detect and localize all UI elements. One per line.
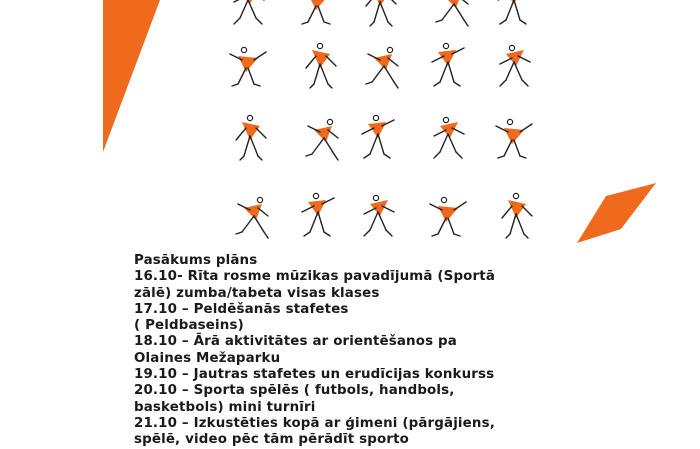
event-plan xyxy=(134,253,494,449)
plan-line: 19.10 – Jautras stafetes un erudīcijas konkurss xyxy=(134,367,495,383)
sport-figures-grid xyxy=(210,0,550,250)
juggling-balls-figure-icon xyxy=(486,190,540,244)
walking-figure-icon xyxy=(220,190,274,244)
bending-figure-icon xyxy=(486,112,540,166)
running-figure-icon xyxy=(220,40,274,94)
plan-line: 20.10 – Sporta spēlēs ( futbols, handbols, xyxy=(134,383,455,399)
juggling-figure-icon xyxy=(420,40,474,94)
standing-figure-icon xyxy=(350,0,404,32)
waving-figure-icon xyxy=(486,0,540,32)
plan-line: zālē) zumba/tabeta visas klases xyxy=(134,285,380,301)
plan-line: ( Peldbaseins) xyxy=(134,318,244,334)
sprinting-figure-icon xyxy=(290,112,344,166)
plan-line: basketbols) mini turnīri xyxy=(134,399,316,415)
dancing-figure-icon xyxy=(220,0,274,32)
group-dance-figure-icon xyxy=(220,112,274,166)
soccer-figure-icon xyxy=(420,190,474,244)
ball-catch-figure-icon xyxy=(486,40,540,94)
plan-line: 18.10 – Ārā aktivitātes ar orientēšanos pa xyxy=(134,334,457,350)
plan-title: Pasākums plāns xyxy=(134,253,258,268)
plan-line: 16.10- Rīta rosme mūzikas pavadījumā (Sportā xyxy=(134,269,496,285)
plan-line: spēlē, video pēc tām pērādīt sporto xyxy=(134,432,409,448)
climbing-figure-icon xyxy=(420,112,474,166)
skiing-figure-icon xyxy=(290,190,344,244)
jumping-figure-icon xyxy=(290,0,344,32)
plan-line: 17.10 – Peldēšanās stafetes xyxy=(134,301,349,317)
plan-line: 21.10 – Izkustēties kopā ar ģimeni (pārgājiens, xyxy=(134,415,495,431)
kicking-figure-icon xyxy=(290,40,344,94)
tennis-figure-icon xyxy=(350,40,404,94)
plan-line: Olaines Mežaparku xyxy=(134,350,281,366)
stair-climb-figure-icon xyxy=(350,112,404,166)
football-tackle-figure-icon xyxy=(350,190,404,244)
stairs-figure-icon xyxy=(420,0,474,32)
